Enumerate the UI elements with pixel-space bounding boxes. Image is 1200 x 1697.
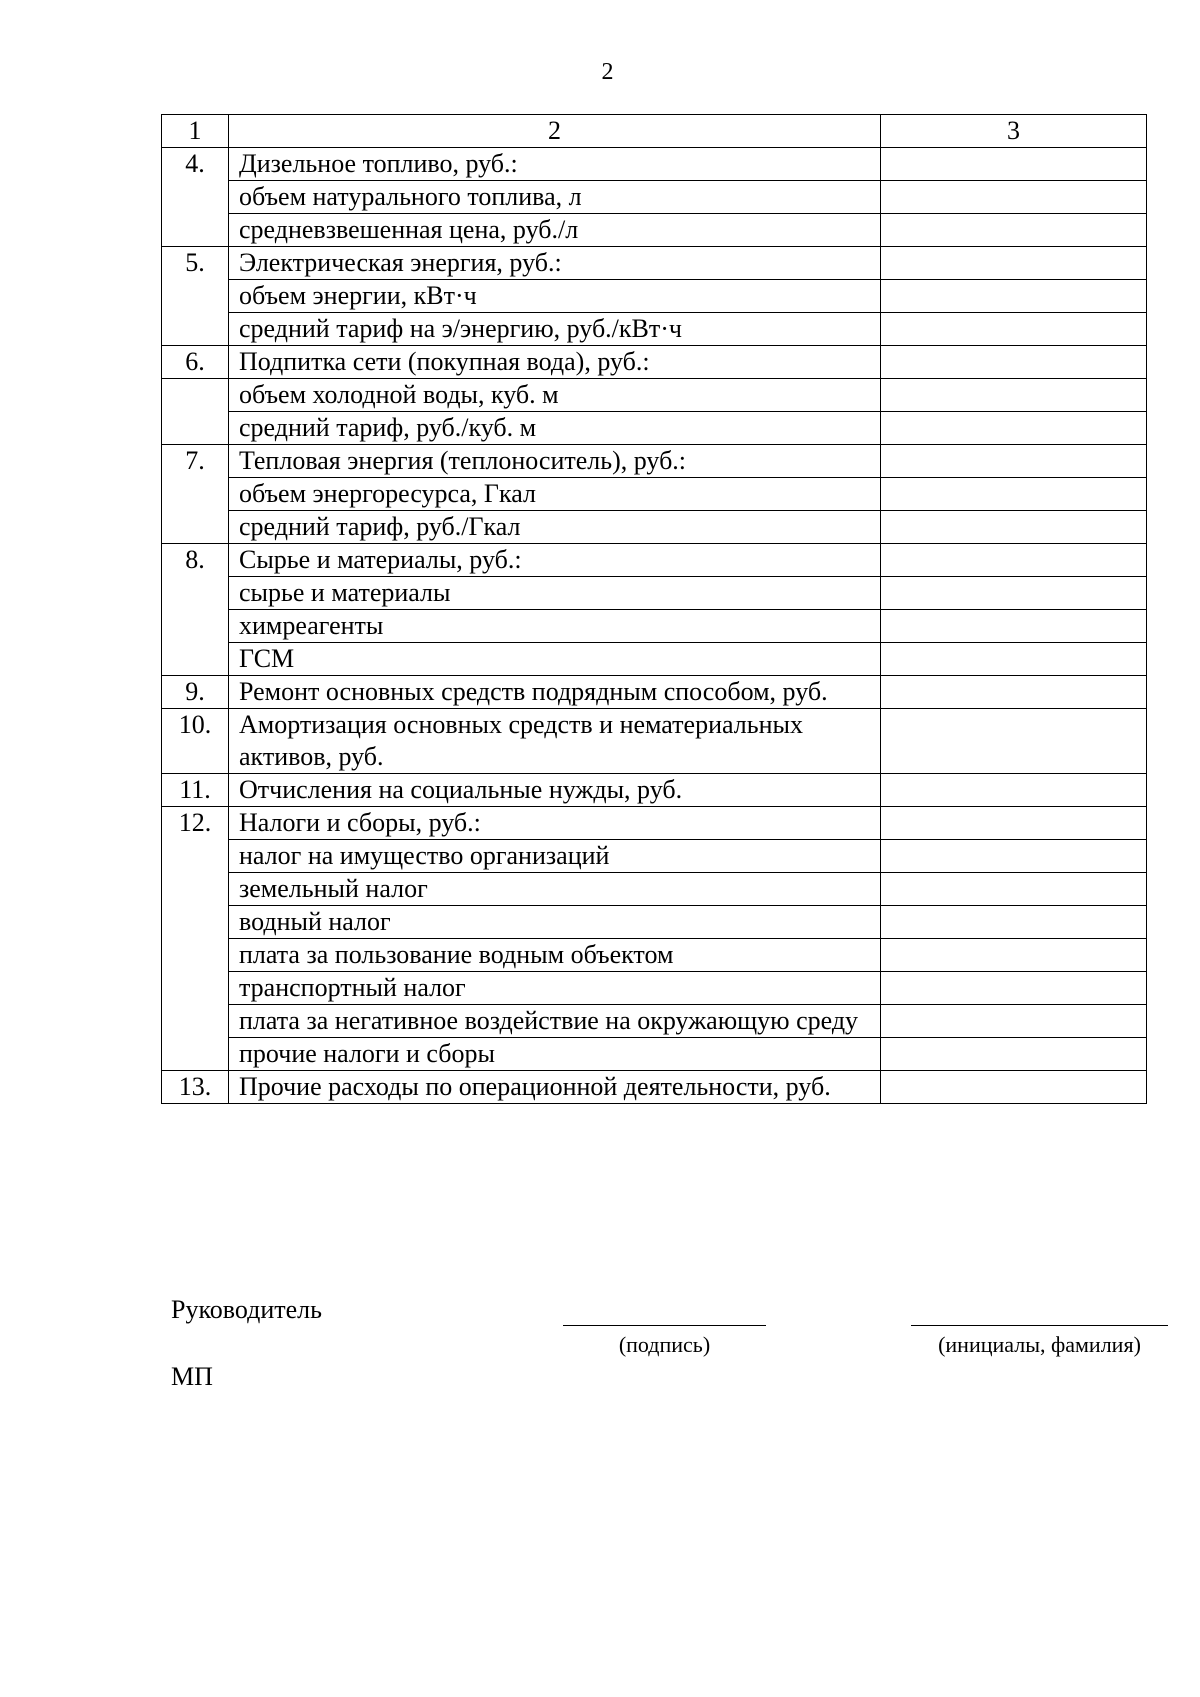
table-row xyxy=(162,511,1147,544)
row-value-cell xyxy=(881,774,1147,807)
table-row xyxy=(162,280,1147,313)
row-description: средневзвешенная цена, руб./л xyxy=(229,214,881,247)
row-description: химреагенты xyxy=(229,610,881,643)
row-description: средний тариф, руб./Гкал xyxy=(229,511,881,544)
signature-line xyxy=(563,1325,766,1326)
row-value-cell xyxy=(881,1005,1147,1038)
table-row xyxy=(162,610,1147,643)
row-value-cell xyxy=(881,313,1147,346)
row-description: ГСМ xyxy=(229,643,881,676)
row-description: Налоги и сборы, руб.: xyxy=(229,807,881,840)
row-value-cell xyxy=(881,972,1147,1005)
table-row xyxy=(162,939,1147,972)
table-row xyxy=(162,313,1147,346)
table-row xyxy=(162,906,1147,939)
row-value-cell xyxy=(881,280,1147,313)
table-row xyxy=(162,445,1147,478)
row-value-cell xyxy=(881,676,1147,709)
table-row xyxy=(162,643,1147,676)
row-description: транспортный налог xyxy=(229,972,881,1005)
row-number: 12. xyxy=(162,807,229,1071)
row-number: 6. xyxy=(162,346,229,379)
row-description: Прочие расходы по операционной деятельности, руб. xyxy=(229,1071,881,1104)
table-row xyxy=(162,214,1147,247)
row-value-cell xyxy=(881,906,1147,939)
row-description: прочие налоги и сборы xyxy=(229,1038,881,1071)
table-row xyxy=(162,148,1147,181)
table-row xyxy=(162,1038,1147,1071)
row-number: 9. xyxy=(162,676,229,709)
column-header-1: 1 xyxy=(162,115,229,148)
row-description: сырье и материалы xyxy=(229,577,881,610)
table-row xyxy=(162,346,1147,379)
row-value-cell xyxy=(881,643,1147,676)
row-value-cell xyxy=(881,247,1147,280)
table-row xyxy=(162,577,1147,610)
row-value-cell xyxy=(881,544,1147,577)
head-label: Руководитель xyxy=(171,1295,322,1324)
row-value-cell xyxy=(881,840,1147,873)
row-description: Тепловая энергия (теплоноситель), руб.: xyxy=(229,445,881,478)
signature-caption: (подпись) xyxy=(618,1332,711,1357)
expense-table xyxy=(161,114,1147,1104)
row-value-cell xyxy=(881,1038,1147,1071)
row-description: Амортизация основных средств и нематериальных активов, руб. xyxy=(229,709,881,774)
row-number: 10. xyxy=(162,709,229,774)
row-value-cell xyxy=(881,346,1147,379)
row-description: средний тариф на э/энергию, руб./кВт·ч xyxy=(229,313,881,346)
table-row xyxy=(162,544,1147,577)
row-value-cell xyxy=(881,807,1147,840)
row-description: плата за негативное воздействие на окружающую среду xyxy=(229,1005,881,1038)
row-value-cell xyxy=(881,1071,1147,1104)
table-row xyxy=(162,774,1147,807)
stamp-label: МП xyxy=(171,1362,213,1391)
row-value-cell xyxy=(881,445,1147,478)
row-description: объем энергоресурса, Гкал xyxy=(229,478,881,511)
table-header-row xyxy=(162,115,1147,148)
row-number: 13. xyxy=(162,1071,229,1104)
row-value-cell xyxy=(881,478,1147,511)
row-number xyxy=(162,379,229,445)
row-description: земельный налог xyxy=(229,873,881,906)
table-row xyxy=(162,1071,1147,1104)
row-description: налог на имущество организаций xyxy=(229,840,881,873)
row-description: Отчисления на социальные нужды, руб. xyxy=(229,774,881,807)
page-number: 2 xyxy=(601,59,614,85)
table-row xyxy=(162,807,1147,840)
row-number: 11. xyxy=(162,774,229,807)
row-description: водный налог xyxy=(229,906,881,939)
table-row xyxy=(162,972,1147,1005)
row-number: 8. xyxy=(162,544,229,676)
row-description: Дизельное топливо, руб.: xyxy=(229,148,881,181)
row-description: объем энергии, кВт·ч xyxy=(229,280,881,313)
row-value-cell xyxy=(881,148,1147,181)
table-row xyxy=(162,379,1147,412)
row-value-cell xyxy=(881,379,1147,412)
row-description: средний тариф, руб./куб. м xyxy=(229,412,881,445)
row-value-cell xyxy=(881,577,1147,610)
table-row xyxy=(162,1005,1147,1038)
row-value-cell xyxy=(881,181,1147,214)
row-description: плата за пользование водным объектом xyxy=(229,939,881,972)
row-description: Сырье и материалы, руб.: xyxy=(229,544,881,577)
row-description: Ремонт основных средств подрядным способом, руб. xyxy=(229,676,881,709)
table-row xyxy=(162,840,1147,873)
row-value-cell xyxy=(881,511,1147,544)
row-description: Подпитка сети (покупная вода), руб.: xyxy=(229,346,881,379)
name-caption: (инициалы, фамилия) xyxy=(938,1332,1141,1357)
table-row xyxy=(162,478,1147,511)
table-row xyxy=(162,181,1147,214)
column-header-3: 3 xyxy=(881,115,1147,148)
row-number: 4. xyxy=(162,148,229,247)
table-row xyxy=(162,247,1147,280)
row-value-cell xyxy=(881,214,1147,247)
table-row xyxy=(162,709,1147,774)
row-number: 5. xyxy=(162,247,229,346)
row-value-cell xyxy=(881,610,1147,643)
table-row xyxy=(162,412,1147,445)
row-description: объем холодной воды, куб. м xyxy=(229,379,881,412)
row-value-cell xyxy=(881,709,1147,774)
row-value-cell xyxy=(881,873,1147,906)
row-description: Электрическая энергия, руб.: xyxy=(229,247,881,280)
table-row xyxy=(162,676,1147,709)
table-row xyxy=(162,873,1147,906)
row-value-cell xyxy=(881,939,1147,972)
column-header-2: 2 xyxy=(229,115,881,148)
row-value-cell xyxy=(881,412,1147,445)
name-line xyxy=(911,1325,1168,1326)
row-number: 7. xyxy=(162,445,229,544)
row-description: объем натурального топлива, л xyxy=(229,181,881,214)
